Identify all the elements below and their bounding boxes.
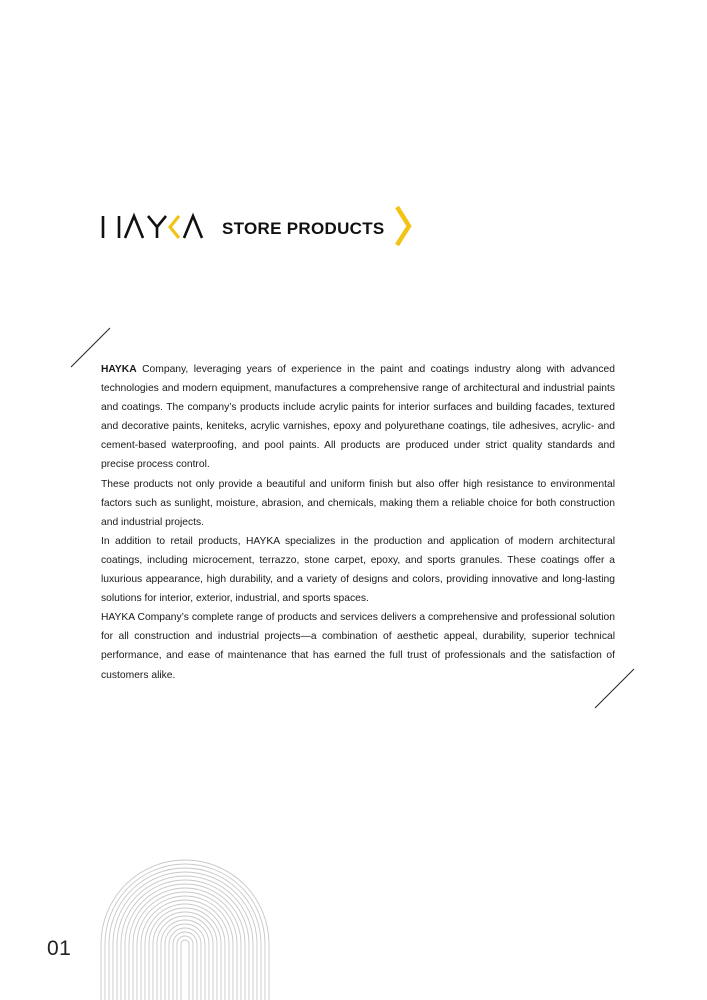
paragraph: HAYKA Company’s complete range of products and services delivers a comprehensive and professional solution for all construction and industrial projects—a combination of aesthetic appeal, durability, superior technical performance, and ease of maintenance that has earned the full trust of professionals and the satisfaction of customers alike. [101, 612, 615, 681]
arch-pattern [100, 858, 270, 1000]
page-header [100, 204, 415, 248]
paragraph: These products not only provide a beautiful and uniform finish but also offer high resistance to environmental factors such as sunlight, moisture, abrasion, and chemicals, making them a reliable choice for both construction and industrial projects. [101, 478, 615, 528]
paragraph [101, 360, 615, 475]
hayka-logo [100, 211, 210, 241]
paragraph: In addition to retail products, HAYKA specializes in the production and application of modern architectural coatings, including microcement, terrazzo, stone carpet, epoxy, and sports granules. These coatings offer a luxurious appearance, high durability, and a variety of designs and colors, providing innovative and long-lasting solutions for interior, exterior, industrial, and sports spaces. [101, 535, 615, 605]
body-text [101, 360, 615, 685]
diagonal-slash-icon [594, 668, 636, 710]
paragraph-text: Company, leveraging years of experience in the paint and coatings industry along with advanced technologies and modern equipment, manufactures a comprehensive range of architectural and industrial paints and coatings. The company’s products include acrylic paints for interior surfaces and building facades, textured and decorative paints, keniteks, acrylic varnishes, epoxy and polyurethane coatings, tile adhesives, acrylic- and cement-based waterproofing, and pool paints. All products are produced under strict quality standards and precise process control. [101, 364, 615, 471]
arch-line [177, 936, 193, 1000]
arch-line [141, 900, 229, 1000]
page-number: 01 [47, 937, 72, 960]
arch-line [181, 940, 189, 1000]
brand-name: HAYKA [101, 364, 137, 375]
arch-line [153, 912, 217, 1000]
arch-line [129, 888, 241, 1000]
page-title: STORE PRODUCTS [222, 219, 385, 238]
arch-line [149, 908, 221, 1000]
chevron-right-icon [393, 204, 415, 248]
arch-line [125, 884, 245, 1000]
